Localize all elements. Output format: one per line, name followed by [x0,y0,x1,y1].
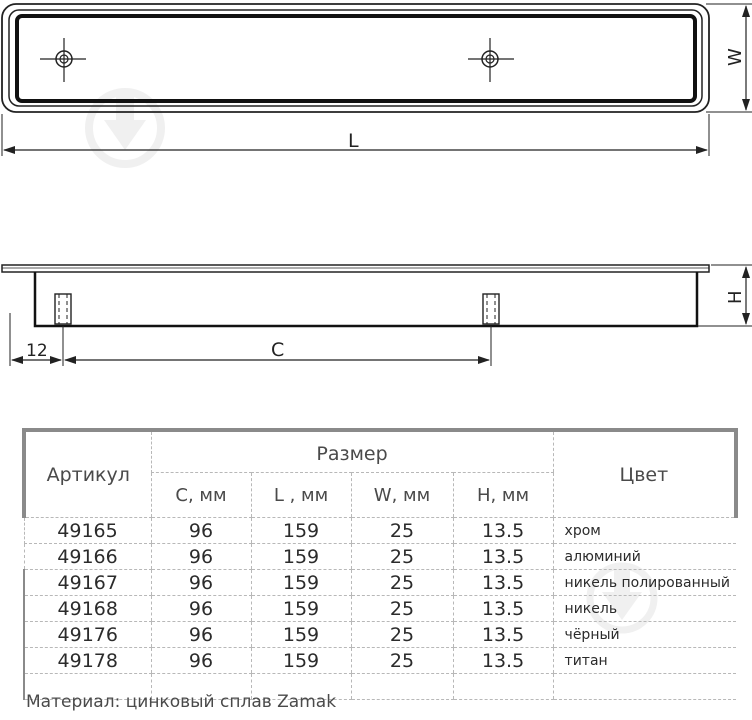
cell-h: 13.5 [453,518,553,544]
header-col-h: H, мм [453,473,553,518]
cell-l: 159 [251,518,351,544]
empty-cell [453,674,553,700]
cell-l: 159 [251,596,351,622]
screw-left [55,294,71,324]
empty-cell [351,674,453,700]
table-row [24,622,736,648]
offset-label: 12 [26,341,48,361]
header-col-l: L , мм [251,473,351,518]
header-col-c: C, мм [151,473,251,518]
cell-l: 159 [251,648,351,674]
cell-article: 49167 [24,570,151,596]
cell-w: 25 [351,518,453,544]
screw-right [483,294,499,324]
cell-c: 96 [151,648,251,674]
material-note: Материал: цинковый сплав Zamak [26,692,337,712]
cell-article: 49176 [24,622,151,648]
cell-color: титан [553,648,736,674]
cell-h: 13.5 [453,596,553,622]
cell-c: 96 [151,596,251,622]
cell-article: 49166 [24,544,151,570]
header-col-w: W, мм [351,473,453,518]
cell-article: 49165 [24,518,151,544]
cell-color: чёрный [553,622,736,648]
dimension-12-and-C [10,313,491,366]
cell-l: 159 [251,570,351,596]
width-label: W [725,48,746,66]
cell-w: 25 [351,622,453,648]
cell-color: алюминий [553,544,736,570]
cell-article: 49178 [24,648,151,674]
table-row [24,596,736,622]
cell-h: 13.5 [453,570,553,596]
height-label: H [725,290,746,304]
header-article: Артикул [24,430,151,518]
cell-color: никель полированный [553,570,736,596]
header-size-group: Размер [151,430,553,473]
table-row [24,648,736,674]
cell-c: 96 [151,518,251,544]
cell-w: 25 [351,596,453,622]
cell-h: 13.5 [453,648,553,674]
cell-w: 25 [351,648,453,674]
cell-c: 96 [151,544,251,570]
cell-article: 49168 [24,596,151,622]
empty-cell [553,674,736,700]
cell-c: 96 [151,622,251,648]
side-view [2,265,709,326]
cell-l: 159 [251,544,351,570]
cell-c: 96 [151,570,251,596]
spec-table [22,428,738,700]
cell-h: 13.5 [453,622,553,648]
cell-w: 25 [351,544,453,570]
cell-l: 159 [251,622,351,648]
cell-color: хром [553,518,736,544]
length-label: L [348,130,359,152]
spacing-label: C [271,339,285,361]
table-row [24,570,736,596]
dimension-H [698,265,752,326]
cell-w: 25 [351,570,453,596]
table-row [24,518,736,544]
cell-h: 13.5 [453,544,553,570]
table-row [24,544,736,570]
cell-color: никель [553,596,736,622]
mounting-hole-left [40,38,86,82]
header-color: Цвет [553,430,736,518]
dimension-W [706,4,752,112]
mounting-hole-right [468,38,514,82]
